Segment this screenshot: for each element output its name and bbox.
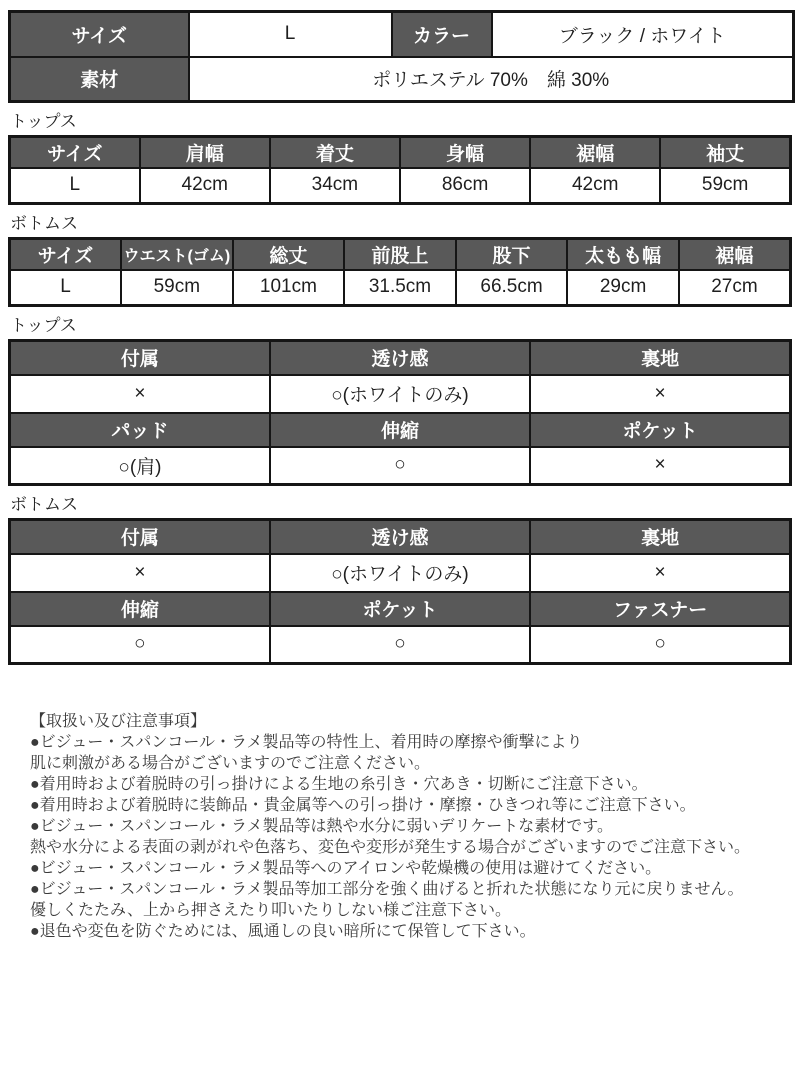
material-value: ポリエステル 70% 綿 30%: [189, 57, 794, 102]
feature-cell: ○: [530, 626, 790, 664]
note-line: ●ビジュー・スパンコール・ラメ製品等へのアイロンや乾燥機の使用は避けてください。: [30, 860, 662, 877]
handling-notes: [8, 711, 792, 942]
column-header: パッド: [10, 413, 270, 447]
measurement-cell: 86cm: [400, 168, 530, 204]
color-header: カラー: [392, 12, 492, 57]
measurement-cell: 66.5cm: [456, 270, 568, 306]
feature-cell: ×: [10, 554, 270, 592]
measurement-cell: 27cm: [679, 270, 791, 306]
feature-cell: ×: [530, 447, 790, 485]
table-header-row: [10, 137, 791, 168]
note-line: ●着用時および着脱時に装飾品・貴金属等への引っ掛け・摩擦・ひきつれ等にご注意下さい。: [30, 797, 696, 814]
feature-cell: ○: [270, 447, 530, 485]
column-header: 透け感: [270, 520, 530, 554]
tops-features-table: [8, 339, 792, 486]
note-line: ●着用時および着脱時の引っ掛けによる生地の糸引き・穴あき・切断にご注意下さい。: [30, 776, 648, 793]
column-header: 付属: [10, 520, 270, 554]
table-row: [10, 375, 791, 413]
table-header-row: [10, 413, 791, 447]
measurement-cell: 59cm: [660, 168, 790, 204]
measurement-cell: L: [10, 270, 122, 306]
column-header: 股下: [456, 239, 568, 270]
feature-cell: ○(肩): [10, 447, 270, 485]
column-header: 総丈: [233, 239, 345, 270]
column-header: 身幅: [400, 137, 530, 168]
bottoms-measurements-label: ボトムス: [10, 214, 78, 233]
table-row: [10, 168, 791, 204]
table-header-row: [10, 592, 791, 626]
feature-cell: ×: [530, 554, 790, 592]
table-header-row: [10, 520, 791, 554]
table-row: [10, 626, 791, 664]
color-value: ブラック / ホワイト: [492, 12, 794, 57]
product-info-table: [8, 10, 795, 103]
note-line: ●ビジュー・スパンコール・ラメ製品等の特性上、着用時の摩擦や衝撃により: [30, 734, 583, 751]
column-header: サイズ: [10, 239, 122, 270]
feature-cell: ○(ホワイトのみ): [270, 554, 530, 592]
feature-cell: ○: [10, 626, 270, 664]
table-header-row: [10, 239, 791, 270]
column-header: 付属: [10, 341, 270, 375]
column-header: 前股上: [344, 239, 456, 270]
note-line: 熱や水分による表面の剥がれや色落ち、変色や変形が発生する場合がございますのでご注意下さい。: [30, 839, 751, 856]
column-header: 裾幅: [530, 137, 660, 168]
size-header: サイズ: [10, 12, 189, 57]
column-header: ファスナー: [530, 592, 790, 626]
column-header: 太もも幅: [567, 239, 679, 270]
note-line: ●ビジュー・スパンコール・ラメ製品等は熱や水分に弱いデリケートな素材です。: [30, 818, 613, 835]
column-header: ウエスト(ゴム): [121, 239, 233, 270]
column-header: サイズ: [10, 137, 140, 168]
material-header: 素材: [10, 57, 189, 102]
column-header: 袖丈: [660, 137, 790, 168]
column-header: 伸縮: [10, 592, 270, 626]
column-header: ポケット: [270, 592, 530, 626]
table-row: [10, 554, 791, 592]
column-header: ポケット: [530, 413, 790, 447]
note-line: ●ビジュー・スパンコール・ラメ製品等加工部分を強く曲げると折れた状態になり元に戻りません。: [30, 881, 744, 898]
measurement-cell: 34cm: [270, 168, 400, 204]
size-value: L: [189, 12, 392, 57]
measurement-cell: 29cm: [567, 270, 679, 306]
column-header: 肩幅: [140, 137, 270, 168]
bottoms-measurements-table: [8, 237, 792, 307]
note-line: 優しくたたみ、上から押さえたり叩いたりしない様ご注意下さい。: [30, 902, 511, 919]
tops-measurements-label: トップス: [10, 112, 77, 131]
measurement-cell: 59cm: [121, 270, 233, 306]
tops-measurements-table: [8, 135, 792, 205]
feature-cell: ×: [10, 375, 270, 413]
feature-cell: ○: [270, 626, 530, 664]
bottoms-features-table: [8, 518, 792, 665]
note-line: ●退色や変色を防ぐためには、風通しの良い暗所にて保管して下さい。: [30, 923, 536, 940]
table-header-row: [10, 341, 791, 375]
feature-cell: ×: [530, 375, 790, 413]
measurement-cell: 31.5cm: [344, 270, 456, 306]
bottoms-features-label: ボトムス: [10, 495, 78, 514]
measurement-cell: 42cm: [530, 168, 660, 204]
tops-features-label: トップス: [10, 316, 77, 335]
measurement-cell: 101cm: [233, 270, 345, 306]
column-header: 裾幅: [679, 239, 791, 270]
column-header: 透け感: [270, 341, 530, 375]
column-header: 伸縮: [270, 413, 530, 447]
measurement-cell: L: [10, 168, 140, 204]
table-row: [10, 12, 794, 57]
note-line: 肌に刺激がある場合がございますのでご注意ください。: [30, 755, 431, 772]
column-header: 着丈: [270, 137, 400, 168]
table-row: [10, 57, 794, 102]
feature-cell: ○(ホワイトのみ): [270, 375, 530, 413]
notes-title: 【取扱い及び注意事項】: [30, 713, 207, 730]
table-row: [10, 447, 791, 485]
measurement-cell: 42cm: [140, 168, 270, 204]
column-header: 裏地: [530, 520, 790, 554]
table-row: [10, 270, 791, 306]
column-header: 裏地: [530, 341, 790, 375]
